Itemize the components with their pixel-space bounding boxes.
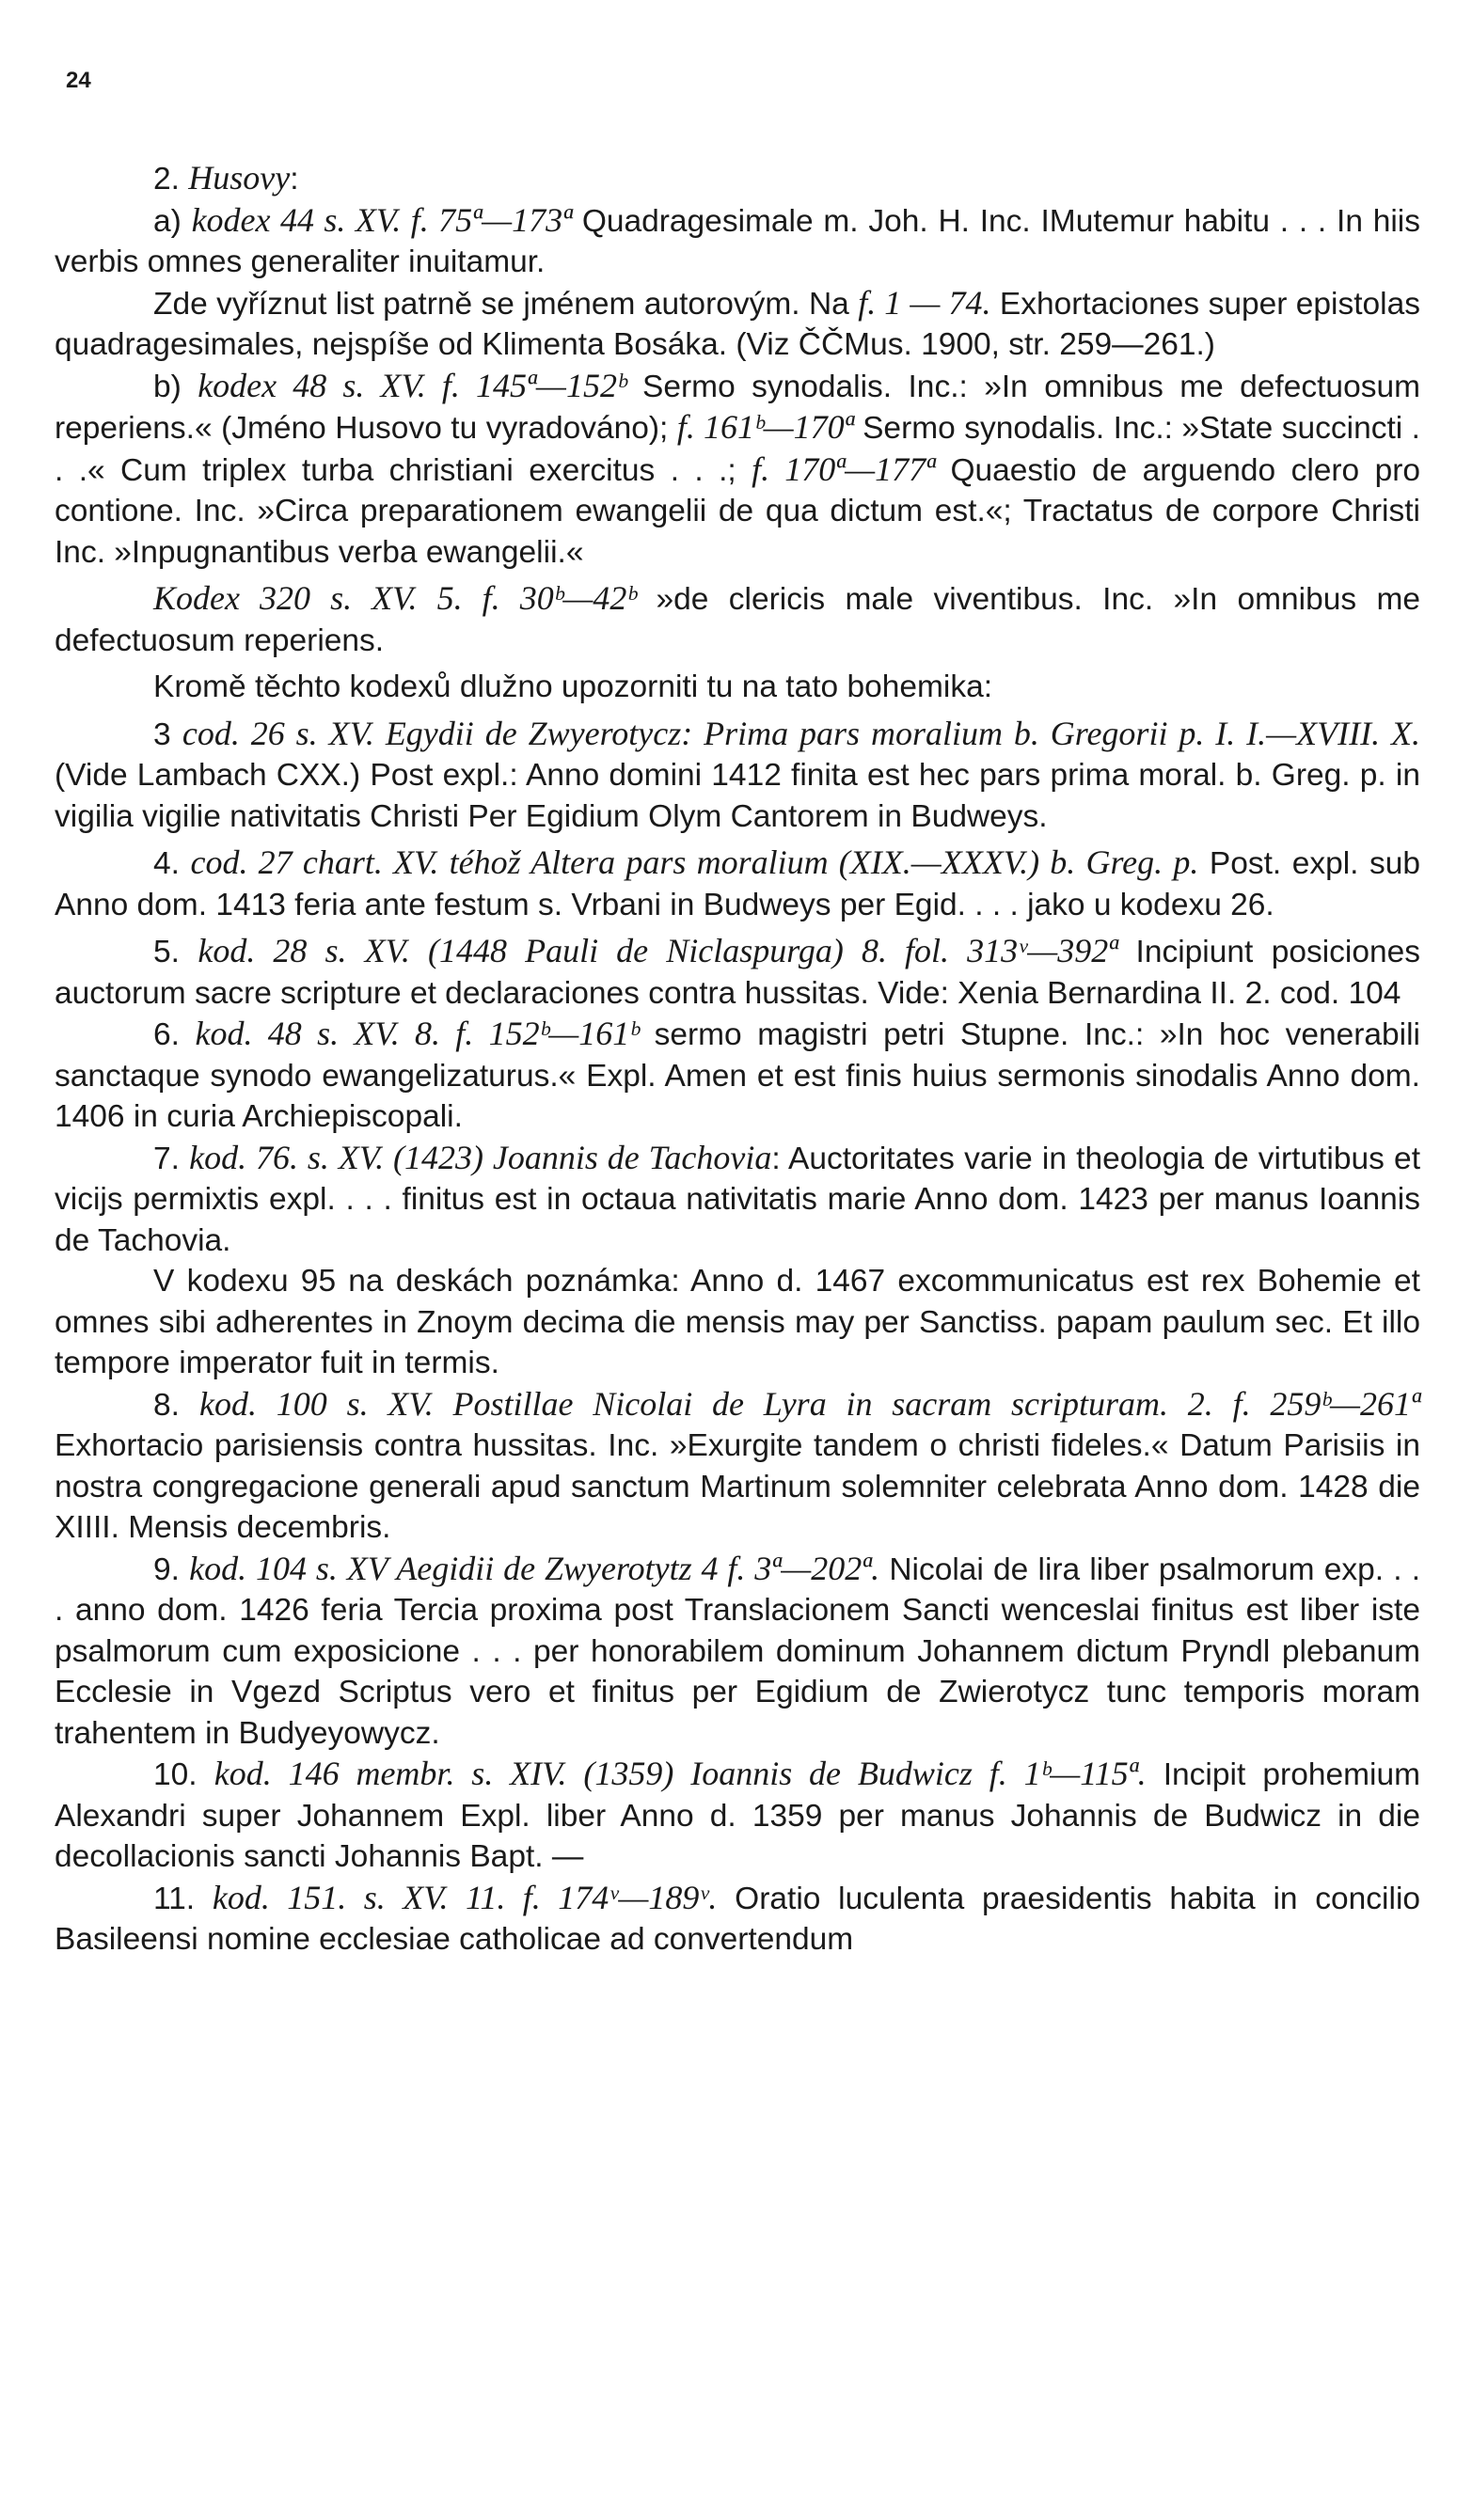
entry-reference: kod. 100 s. XV. Postillae Nicolai de Lyra in sacram scripturam. 2. f. 259ᵇ—261ª (199, 1384, 1420, 1423)
entry-number: 8. (153, 1387, 200, 1423)
note-text-cont: Exhortaciones super epistolas quadragesimales, nejspíše od Klimenta Bosáka. (Viz ČČMus. 1900, str. 259—261.) (55, 286, 1421, 362)
entry-6 (55, 1014, 1420, 1138)
entry-reference: kod. 48 s. XV. 8. f. 152ᵇ—161ᵇ (195, 1015, 639, 1052)
entry-reference: kodex 48 s. XV. f. 145ª—152ᵇ (198, 366, 626, 404)
intro-text: Kromě těchto kodexů dlužno upozorniti tu na tato bohemika: (153, 669, 993, 704)
entry-reference: kodex 44 s. XV. f. 75ª—173ª (191, 200, 573, 239)
section-colon: : (290, 162, 299, 197)
entry-text: »de clericis male viventibus. Inc. »In omnibus me defectuosum reperiens. (55, 582, 1421, 658)
section-heading (55, 158, 1420, 200)
entry-text: : Auctoritates varie in theologia de virtutibus et vicijs permixtis expl. . . . finitus est in octaua nativitatis marie Anno dom. 1423 per manus Ioannis de Tachovia. (55, 1141, 1420, 1258)
entry-reference: kod. 104 s. XV Aegidii de Zwyerotytz 4 f. 3ª—202ª. (189, 1549, 880, 1587)
entry-codex-44 (55, 200, 1420, 283)
entry-text-2: Sermo synodalis. Inc.: »State succincti . . .« Cum triplex turba christiani exercitus . . .; (55, 411, 1420, 488)
section-number: 2. (153, 162, 189, 197)
entry-reference: kod. 146 membr. s. XIV. (1359) Ioannis de Budwicz f. 1ᵇ—115ª. (214, 1755, 1147, 1792)
entry-reference: Kodex 320 s. XV. 5. f. 30ᵇ—42ᵇ (153, 579, 637, 617)
entry-reference: kod. 76. s. XV. (1423) Joannis de Tachovia (189, 1138, 772, 1176)
entry-text: Oratio luculenta praesidentis habita in concilio Basileensi nomine ecclesiae catholicae ad convertendum (55, 1881, 1421, 1957)
entry-reference-3: f. 170ª—177ª (752, 449, 936, 488)
entry-text: Exhortacio parisiensis contra hussitas. Inc. »Exurgite tandem o christi fideles.« Datum Parisiis in nostra congregacione generali apud sanctum Martinum solemniter celebrata Anno dom. 1428 die XIIII. Mensis decembris. (55, 1428, 1420, 1545)
entry-text-3: Quaestio de arguendo clero pro contione. Inc. »Circa preparationem ewangelii de qua dictum est.«; Tractatus de corpore Christi Inc. »Inpugnantibus verba ewangelii.« (55, 452, 1421, 570)
entry-5 (55, 931, 1420, 1014)
entry-number: 3 (153, 717, 182, 752)
entry-text: Post. expl. sub Anno dom. 1413 feria ante festum s. Vrbani in Budweys per Egid. . . . jako u kodexu 26. (55, 846, 1421, 922)
entry-4 (55, 843, 1420, 925)
entry-reference: cod. 26 s. XV. Egydii de Zwyerotycz: Prima pars moralium b. Gregorii p. I. I.—XVIII. X. (182, 714, 1420, 752)
entry-reference-2: f. 161ᵇ—170ª (676, 408, 854, 446)
note-text: Zde vyříznut list patrně se jménem autorovým. Na (153, 286, 859, 322)
body-text (55, 158, 1420, 1961)
entry-label: a) (153, 203, 192, 239)
entry-number: 4. (153, 846, 191, 881)
entry-number: 6. (153, 1017, 196, 1052)
entry-text: Incipiunt posiciones auctorum sacre scripture et declaraciones contra hussitas. Vide: Xenia Bernardina II. 2. cod. 104 (55, 935, 1421, 1011)
note-paragraph (55, 283, 1420, 366)
entry-text: Incipit prohemium Alexandri super Johannem Expl. liber Anno d. 1359 per manus Johannis de Budwicz in die decollacionis sancti Johannis Bapt. — (55, 1757, 1420, 1874)
entry-reference: cod. 27 chart. XV. téhož Altera pars moralium (XIX.—XXXV.) b. Greg. p. (190, 843, 1199, 881)
entry-9 (55, 1549, 1420, 1755)
entry-label: b) (153, 369, 198, 404)
entry-reference: kod. 28 s. XV. (1448 Pauli de Niclaspurga) 8. fol. 313ᵛ—392ª (198, 932, 1118, 969)
entry-text: Nicolai de lira liber psalmorum exp. . . . anno dom. 1426 feria Tercia proxima post Translacionem Sancti wenceslai finitus est liber iste psalmorum cum exposicione . . . per honorabilem dominum Johannem dictum Pryndl plebanum Ecclesie in Vgezd Scriptus vero et finitus per Egidium de Zwierotycz tunc temporis moram trahentem in Budyeyowycz. (55, 1551, 1420, 1751)
entry-text: sermo magistri petri Stupne. Inc.: »In hoc venerabili sanctaque synodo ewangelizaturus.« Expl. Amen et est finis huius sermonis sinodalis Anno dom. 1406 in curia Archiepiscopali. (55, 1017, 1421, 1134)
entry-number: 10. (153, 1757, 214, 1792)
entry-text: (Vide Lambach CXX.) Post expl.: Anno domini 1412 finita est hec pars prima moral. b. Greg. p. in vigilia vigilie nativitatis Christi Per Egidium Olym Cantorem in Budweys. (55, 758, 1420, 834)
entry-number: 7. (153, 1141, 190, 1176)
entry-number: 11. (153, 1881, 213, 1916)
entry-text: Sermo synodalis. Inc.: »In omnibus me defectuosum reperiens.« (Jméno Husovo tu vyradováno); (55, 369, 1420, 446)
entry-8 (55, 1384, 1420, 1549)
entry-10 (55, 1754, 1420, 1878)
section-title: Husovy (188, 159, 291, 197)
entry-11 (55, 1878, 1420, 1961)
entry-codex-48 (55, 366, 1420, 574)
note-text: V kodexu 95 na deskách poznámka: Anno d. 1467 excommunicatus est rex Bohemie et omnes sibi adherentes in Znoym decima die mensis may per Sanctiss. papam paulum sec. Et illo tempore imperator fuit in termis. (55, 1264, 1420, 1380)
entry-number: 5. (153, 935, 198, 969)
note-reference: f. 1 — 74. (858, 283, 991, 322)
note-codex-95 (55, 1261, 1420, 1384)
entry-text: Quadragesimale m. Joh. H. Inc. IMutemur habitu . . . In hiis verbis omnes generaliter inuitamur. (55, 203, 1420, 279)
entry-number: 9. (153, 1551, 190, 1587)
entry-reference: kod. 151. s. XV. 11. f. 174ᵛ—189ᵛ. (212, 1878, 718, 1916)
page-number: 24 (66, 68, 91, 93)
intro-paragraph (55, 667, 1420, 708)
entry-codex-320 (55, 578, 1420, 661)
entry-7 (55, 1138, 1420, 1262)
entry-3 (55, 714, 1420, 838)
